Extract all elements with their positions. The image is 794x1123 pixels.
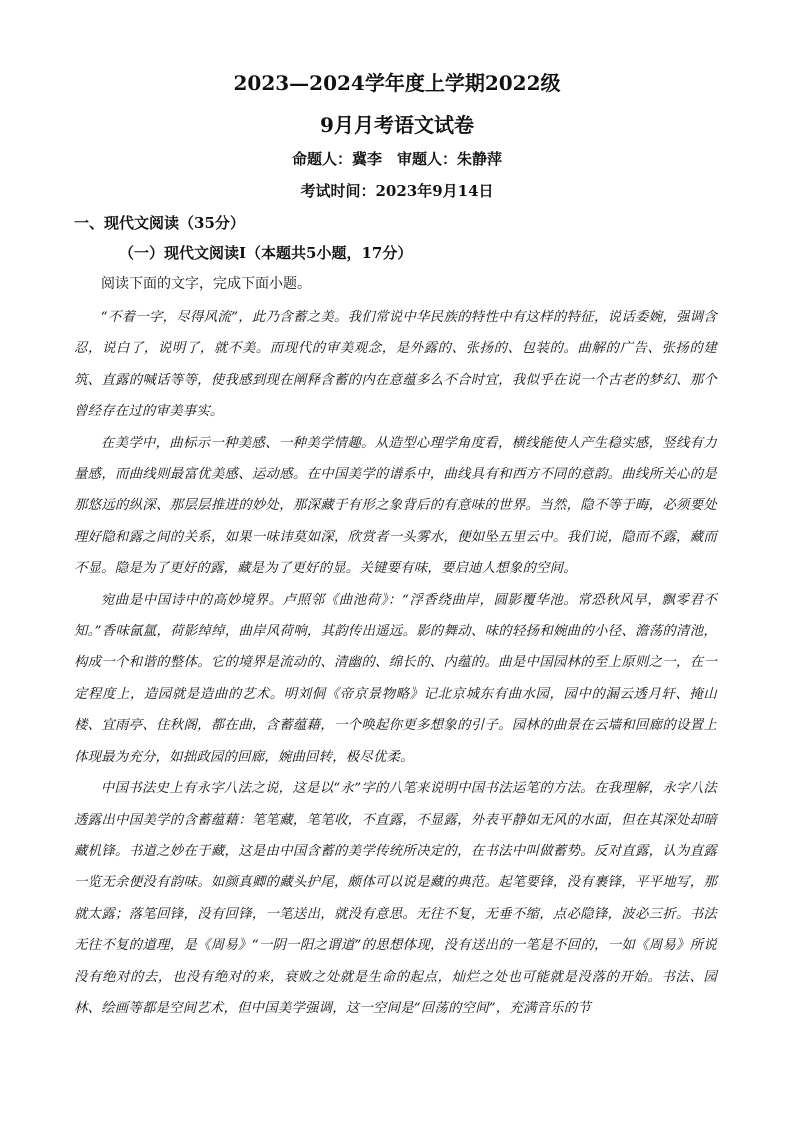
exam-authors: 命题人：冀李 审题人：朱静萍 (291, 150, 502, 168)
passage-paragraph-3: 宛曲是中国诗中的高妙境界。卢照邻《曲池荷》：“浮香绕曲岸，圆影覆华池。常恐秋风早，飘零君不知。”香味氤氲，荷影绰绰，曲岸风荷响，其韵传出遥远。影的舞动、味的轻扬和婉曲的小径、澹荡的清池，构成一个和谐的整体。它的境界是流动的、清幽的、绵长的、内蕴的。曲是中国园林的至上原则之一，在一定程度上，造园就是造曲的艺术。明刘侗《帝京景物略》记北京城东有曲水园，园中的漏云透月轩、掩山楼、宜雨亭、住秋阁，都在曲，含蓄蕴藉，一个唤起你更多想象的引子。园林的曲景在云墙和回廊的设置上体现最为充分，如拙政园的回廊，婉曲回转，极尽优柔。 (74, 592, 717, 765)
reading-instruction: 阅读下面的文字，完成下面小题。 (101, 276, 311, 292)
exam-time: 考试时间：2023年9月14日 (300, 182, 494, 200)
passage-paragraph-1: “不着一字，尽得风流”，此乃含蓄之美。我们常说中华民族的特性中有这样的特征，说话委婉，强调含忍，说白了，说明了，就不美。而现代的审美观念，是外露的、张扬的、包装的。曲解的广告、张扬的建筑、直露的喊话等等，使我感到现在阐释含蓄的内在意蕴多么不合时宜，我似乎在说一个古老的梦幻、那个曾经存在过的审美事实。 (74, 310, 717, 420)
reading-passage (74, 302, 717, 1024)
passage-paragraph-2: 在美学中，曲标示一种美感、一种美学情趣。从造型心理学角度看，横线能使人产生稳实感，竖线有力量感，而曲线则最富优美感、运动感。在中国美学的谱系中，曲线具有和西方不同的意韵。曲线所关心的是那悠远的纵深、那层层推进的妙处，那深藏于有形之象背后的有意味的世界。当然，隐不等于晦，必须要处理好隐和露之间的关系，如果一味讳莫如深，欣赏者一头雾水，便如坠五里云中。我们说，隐而不露，藏而不显。隐是为了更好的露，藏是为了更好的显。关键要有味，要启迪人想象的空间。 (74, 435, 717, 577)
exam-title-line1: 2023—2024学年度上学期2022级 (233, 71, 561, 95)
exam-title-line2: 9月月考语文试卷 (320, 113, 474, 137)
section-subheading: （一）现代文阅读Ⅰ（本题共5小题，17分） (119, 244, 413, 262)
section-heading: 一、现代文阅读（35分） (74, 214, 245, 232)
passage-paragraph-4: 中国书法史上有永字八法之说，这是以“永”字的八笔来说明中国书法运笔的方法。在我理解，永字八法透露出中国美学的含蓄蕴藉：笔笔藏，笔笔收，不直露，不显露，外表平静如无风的水面，但在其深处却暗藏机锋。书道之妙在于藏，这是由中国含蓄的美学传统所决定的，在书法中叫做蓄势。反对直露，认为直露一览无余便没有韵味。如颜真卿的藏头护尾，颇体可以说是藏的典范。起笔要锋，没有裹锋，平平地写，那就太露；落笔回锋，没有回锋，一笔送出，就没有意思。无往不复，无垂不缩，点必隐锋，波必三折。书法无往不复的道理，是《周易》“一阴一阳之谓道”的思想体现，没有送出的一笔是不回的，一如《周易》所说没有绝对的去，也没有绝对的来，衰败之处就是生命的起点，灿烂之处也可能就是没落的开始。书法、园林、绘画等都是空间艺术，但中国美学强调，这一空间是“回荡的空间”，充满音乐的节 (74, 781, 717, 1016)
